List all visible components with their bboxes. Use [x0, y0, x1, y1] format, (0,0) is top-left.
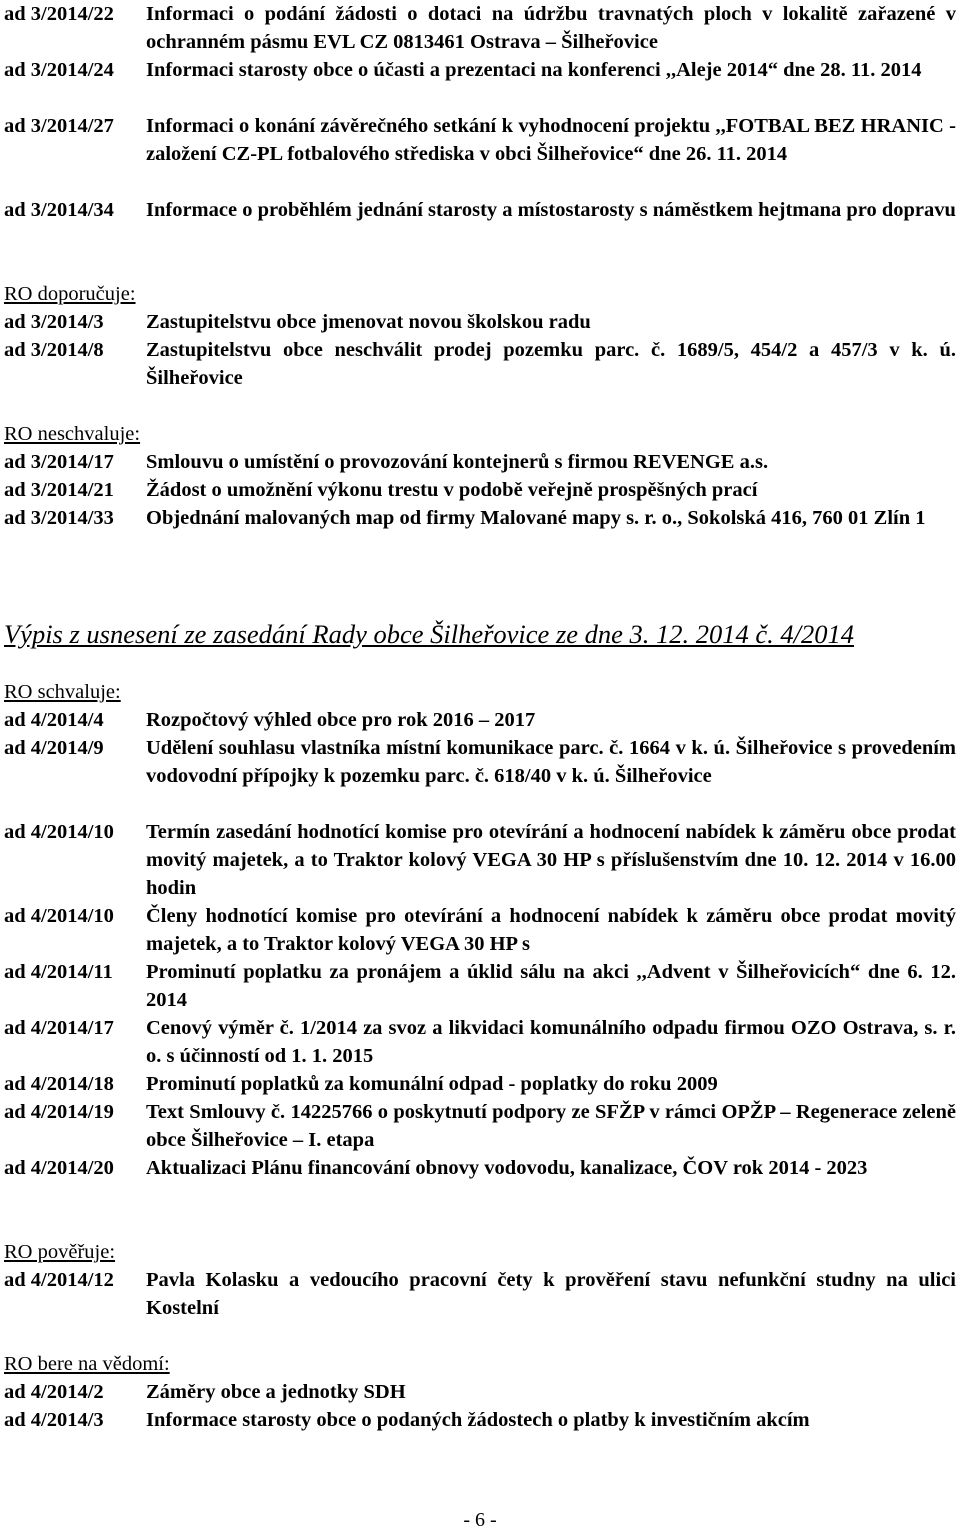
resolution-ref: ad 3/2014/34 [4, 199, 114, 221]
resolution-ref: ad 4/2014/18 [4, 1073, 114, 1095]
resolution-ref: ad 4/2014/17 [4, 1017, 114, 1039]
resolution-ref: ad 3/2014/3 [4, 311, 104, 333]
resolution-ref: ad 4/2014/12 [4, 1269, 114, 1291]
resolution-text: Informaci o podání žádosti o dotaci na údržbu travnatých ploch v lokalitě zařazené v ochranném pásmu EVL CZ 0813461 Ostrava – Šilheřovice [146, 3, 956, 53]
resolution-text: Smlouvu o umístění o provozování kontejnerů s firmou REVENGE a.s. [146, 451, 769, 473]
resolution-ref: ad 4/2014/20 [4, 1157, 114, 1179]
resolution-text: Informace o proběhlém jednání starosty a místostarosty s náměstkem hejtmana pro dopravu [146, 199, 956, 221]
resolution-ref: ad 4/2014/9 [4, 737, 104, 759]
section-heading-neschvaluje: RO neschvaluje: [4, 423, 141, 445]
resolution-text: Rozpočtový výhled obce pro rok 2016 – 2017 [146, 709, 536, 731]
resolution-item [4, 1070, 956, 1098]
resolution-item [4, 1266, 956, 1322]
resolution-item [4, 1378, 956, 1406]
resolution-ref: ad 4/2014/10 [4, 821, 114, 843]
resolution-item [4, 476, 956, 504]
resolution-item [4, 706, 956, 734]
resolution-text: Informaci starosty obce o účasti a prezentaci na konferenci ,,Aleje 2014“ dne 28. 11. 2014 [146, 59, 922, 81]
resolution-text: Informaci o konání závěrečného setkání k vyhodnocení projektu ,,FOTBAL BEZ HRANIC - založení CZ-PL fotbalového střediska v obci Šilheřovice“ dne 26. 11. 2014 [146, 115, 956, 165]
resolution-item [4, 902, 956, 958]
resolution-item [4, 196, 956, 224]
resolution-ref: ad 4/2014/3 [4, 1409, 104, 1431]
resolution-text: Zastupitelstvu obce neschválit prodej pozemku parc. č. 1689/5, 454/2 a 457/3 v k. ú. Šilheřovice [146, 339, 956, 389]
resolution-ref: ad 4/2014/4 [4, 709, 104, 731]
resolution-text: Informace starosty obce o podaných žádostech o platby k investičním akcím [146, 1409, 810, 1431]
resolution-item [4, 56, 956, 84]
document-title: Výpis z usnesení ze zasedání Rady obce Šilheřovice ze dne 3. 12. 2014 č. 4/2014 [4, 619, 855, 649]
resolution-text: Cenový výměr č. 1/2014 za svoz a likvidaci komunálního odpadu firmou OZO Ostrava, s. r. o. s účinností od 1. 1. 2015 [146, 1017, 956, 1067]
page-number: - 6 - [463, 1509, 497, 1531]
resolution-item [4, 1154, 956, 1182]
resolution-text: Aktualizaci Plánu financování obnovy vodovodu, kanalizace, ČOV rok 2014 - 2023 [146, 1157, 868, 1179]
resolution-ref: ad 3/2014/17 [4, 451, 114, 473]
resolution-item [4, 308, 956, 336]
resolution-ref: ad 4/2014/19 [4, 1101, 114, 1123]
resolution-text: Objednání malovaných map od firmy Malované mapy s. r. o., Sokolská 416, 760 01 Zlín 1 [146, 507, 926, 529]
resolution-text: Žádost o umožnění výkonu trestu v podobě veřejně prospěšných prací [146, 479, 758, 501]
resolution-item [4, 1014, 956, 1070]
section-heading-schvaluje: RO schvaluje: [4, 681, 121, 703]
resolution-text: Zastupitelstvu obce jmenovat novou školskou radu [146, 311, 591, 333]
resolution-item [4, 336, 956, 392]
resolution-ref: ad 3/2014/22 [4, 3, 114, 25]
resolution-ref: ad 3/2014/21 [4, 479, 114, 501]
resolution-item [4, 112, 956, 168]
resolution-text: Udělení souhlasu vlastníka místní komunikace parc. č. 1664 v k. ú. Šilheřovice s provedením vodovodní přípojky k pozemku parc. č. 618/40 v k. ú. Šilheřovice [146, 737, 956, 787]
resolution-ref: ad 3/2014/24 [4, 59, 114, 81]
resolution-ref: ad 3/2014/33 [4, 507, 114, 529]
resolution-item [4, 734, 956, 790]
resolution-text: Členy hodnotící komise pro otevírání a hodnocení nabídek k záměru obce prodat movitý majetek, a to Traktor kolový VEGA 30 HP s [146, 905, 956, 955]
resolution-ref: ad 3/2014/27 [4, 115, 114, 137]
resolution-item [4, 1406, 956, 1434]
section-heading-doporucuje: RO doporučuje: [4, 283, 136, 305]
section-heading-poveruje: RO pověřuje: [4, 1241, 116, 1263]
resolution-item [4, 1098, 956, 1154]
resolution-item [4, 448, 956, 476]
resolution-item [4, 0, 956, 56]
resolution-item [4, 504, 956, 532]
resolution-text: Pavla Kolasku a vedoucího pracovní čety k prověření stavu nefunkční studny na ulici Kostelní [146, 1269, 956, 1319]
resolution-ref: ad 3/2014/8 [4, 339, 104, 361]
resolution-text: Prominutí poplatku za pronájem a úklid sálu na akci ,,Advent v Šilheřovicích“ dne 6. 12. 2014 [146, 961, 956, 1011]
section-heading-bere-na-vedomi: RO bere na vědomí: [4, 1353, 170, 1375]
resolution-ref: ad 4/2014/11 [4, 961, 113, 983]
resolution-text: Text Smlouvy č. 14225766 o poskytnutí podpory ze SFŽP v rámci OPŽP – Regenerace zeleně obce Šilheřovice – I. etapa [146, 1101, 956, 1151]
resolution-text: Záměry obce a jednotky SDH [146, 1381, 406, 1403]
resolution-text: Termín zasedání hodnotící komise pro otevírání a hodnocení nabídek k záměru obce prodat movitý majetek, a to Traktor kolový VEGA 30 HP s příslušenstvím dne 10. 12. 2014 v 16.00 hodin [146, 821, 956, 899]
resolution-ref: ad 4/2014/10 [4, 905, 114, 927]
resolution-ref: ad 4/2014/2 [4, 1381, 104, 1403]
resolution-item [4, 958, 956, 1014]
resolution-item [4, 818, 956, 902]
resolution-text: Prominutí poplatků za komunální odpad - poplatky do roku 2009 [146, 1073, 718, 1095]
